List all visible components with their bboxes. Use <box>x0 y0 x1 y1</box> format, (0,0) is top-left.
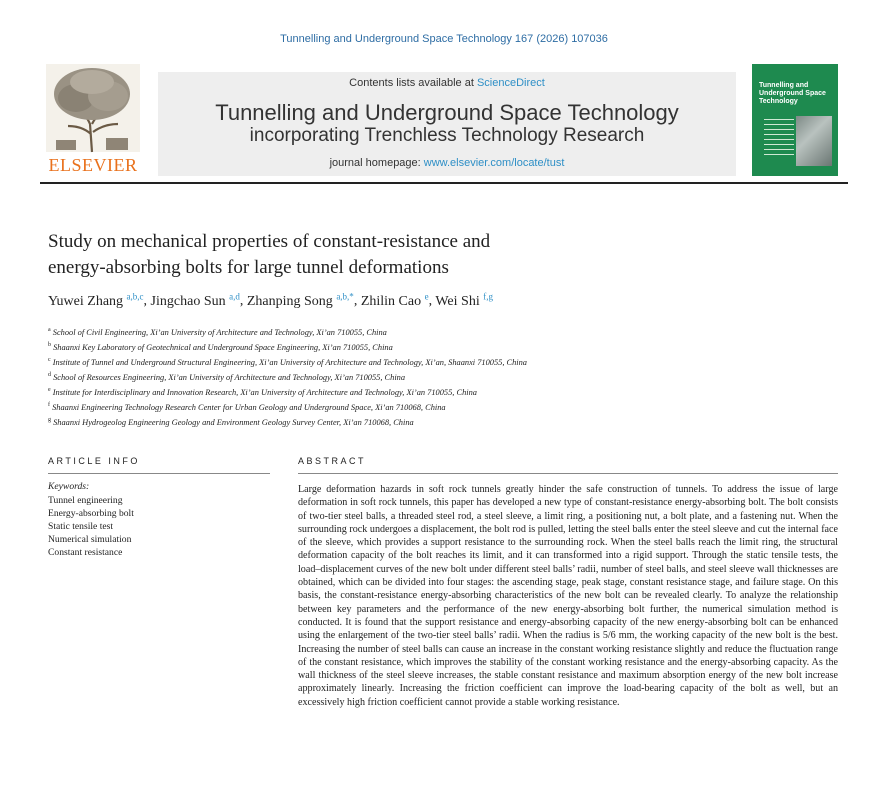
journal-title: Tunnelling and Underground Space Technology <box>215 100 679 125</box>
author[interactable]: Zhanping Song $^{a,b,*}$ <box>246 291 354 309</box>
homepage-prefix: journal homepage: <box>329 157 424 169</box>
author-affiliation-marker[interactable]: e <box>424 291 429 301</box>
abstract-divider <box>298 473 838 474</box>
article-info-divider <box>48 473 270 474</box>
affiliation-list <box>48 324 848 429</box>
abstract-text: Large deformation hazards in soft rock tunnels greatly hinder the safe construction of tunnels. To address the issue of large deformation in soft rock tunnels, this paper has developed a new type of constant-resistance energy-absorbing bolt. The bolt consists of two-tier steel balls, a threaded steel rod, a steel sleeve, a limit ring, a positioning nut, a bolt plate, and a fastening nut. When the surrounding rock undergoes a displacement, the bolt rod is pulled, letting the steel balls enter the steel sleeve and cut the internal face of the sleeve, which provides a support resistance to the surrounding rock. When the steel balls reach the limit ring, the structural deformation capacity of the bolt reaches its limit, and it can transformed into a rigid support. Through the static tensile tests, the load–displacement curves of the new bolt under different steel balls’ radii, number of steel balls, and steel sleeve wall thicknesses are obtained, which can be divided into four stages: the ascending stage, peak stage, constant resistance stage, and failure stage. On this basis, the constant-resistance energy-absorbing characteristics of the new bolt can be revealed clearly. To analyze the relationship between key parameters and the performance of the new energy-absorbing bolt further, the numerical simulation method is conducted. It is found that the support resistance and energy-absorbing capacity of the new energy-absorbing bolt can be enhanced using the enlargement of the two-tier steel balls’ radii. When the radius is 5/6 mm, the working capacity of the new bolt is the best. Increasing the number of steel balls can cause an increase in the constant working resistance slightly and reduce the fluctuation range of the constant resistance, which improves the stability of the constant working resistance and the energy-absorbing capacity. As the wall thickness of the steel sleeve increases, the stable constant resistance and maximum absorption energy of the new bolt increase approximately linearly. Increasing the friction coefficient can improve the load-bearing capacity of the bolt as well, but an excessively high friction coefficient cannot provide a stable working resistance. <box>298 484 838 708</box>
keyword[interactable]: Energy-absorbing bolt <box>48 508 134 519</box>
author[interactable]: Wei Shi $^{f,g}$ <box>435 291 493 309</box>
keyword[interactable]: Static tensile test <box>48 521 114 532</box>
keyword[interactable]: Numerical simulation <box>48 534 132 545</box>
journal-banner <box>158 72 736 176</box>
journal-citation[interactable]: Tunnelling and Underground Space Technology 167 (2026) 107036 <box>280 33 608 45</box>
journal-subtitle: incorporating Trenchless Technology Research <box>249 125 645 146</box>
journal-cover[interactable] <box>752 64 838 176</box>
keyword[interactable]: Tunnel engineering <box>48 495 123 506</box>
affiliation-item: $^f$ Shaanxi Engineering Technology Research Center for Urban Geology and Underground Space, Xi’an 710068, China <box>48 402 446 412</box>
cover-contents-lines <box>764 119 794 161</box>
article-title-line-1: Study on mechanical properties of constant-resistance and <box>48 231 491 252</box>
affiliation-item: $^b$ Shaanxi Key Laboratory of Geotechnical and Underground Space Engineering, Xi’an 710055, China <box>48 342 393 352</box>
keyword-list <box>48 494 134 559</box>
affiliation-item: $^a$ School of Civil Engineering, Xi’an University of Architecture and Technology, Xi’an 710055, China <box>48 327 387 337</box>
affiliation-item: $^e$ Institute for Interdisciplinary and Innovation Research, Xi’an University of Architecture and Technology, Xi’an 710055, China <box>48 387 477 397</box>
contents-prefix: Contents lists available at <box>349 77 477 89</box>
homepage-line <box>158 157 736 169</box>
journal-homepage-link[interactable]: www.elsevier.com/locate/tust <box>423 157 565 169</box>
article-title <box>48 229 648 281</box>
author[interactable]: Jingchao Sun $^{a,d}$ <box>150 291 240 309</box>
article-info-heading: ARTICLE INFO <box>48 456 140 466</box>
header-divider <box>40 182 848 184</box>
affiliation-item: $^d$ School of Resources Engineering, Xi’an University of Architecture and Technology, Xi’an 710055, China <box>48 372 406 382</box>
author-list: Yuwei Zhang $^{a,b,c}$, Jingchao Sun $^{a,d}$, Zhanping Song $^{a,b,*}$, Zhilin Cao $^e$, Wei Shi $^{f,g}$ <box>48 291 493 309</box>
author-affiliation-marker[interactable]: a,b,c <box>126 291 144 301</box>
author-affiliation-marker[interactable]: a,b,* <box>336 291 354 301</box>
cover-tunnel-photo <box>796 116 832 166</box>
author-affiliation-marker[interactable]: f,g <box>483 291 493 301</box>
author[interactable]: Yuwei Zhang $^{a,b,c}$ <box>48 291 144 309</box>
author[interactable]: Zhilin Cao $^e$ <box>360 291 429 309</box>
cover-title: Tunnelling and Underground Space Technology <box>759 82 826 105</box>
sciencedirect-link[interactable]: ScienceDirect <box>476 77 545 89</box>
affiliation-item: $^c$ Institute of Tunnel and Underground Structural Engineering, Xi’an University of Architecture and Technology, Xi’an, Shaanxi 710055, China <box>48 357 527 367</box>
keywords-label: Keywords: <box>48 481 90 492</box>
author-affiliation-marker[interactable]: a,d <box>229 291 240 301</box>
abstract-heading: ABSTRACT <box>298 456 367 466</box>
article-title-line-2: energy-absorbing bolts for large tunnel deformations <box>48 257 449 278</box>
contents-line <box>158 77 736 89</box>
affiliation-item: $^g$ Shaanxi Hydrogeolog Engineering Geology and Environment Geology Survey Center, Xi’an 710068, China <box>48 417 414 427</box>
elsevier-wordmark: ELSEVIER <box>48 155 138 175</box>
keyword[interactable]: Constant resistance <box>48 547 123 558</box>
